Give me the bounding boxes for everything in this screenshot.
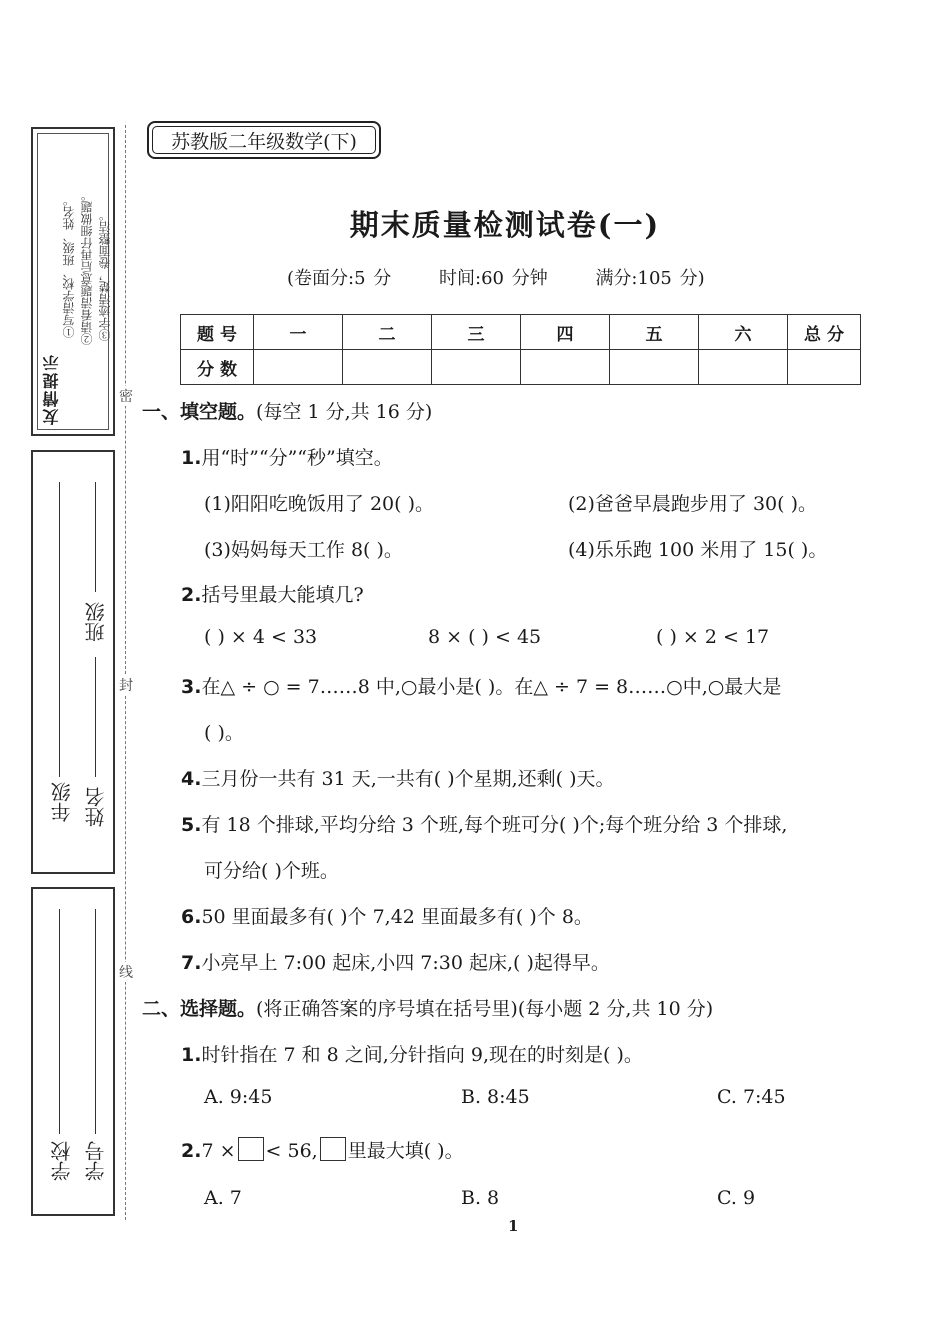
table-cell: 三: [432, 315, 521, 350]
blank-box: [320, 1137, 346, 1161]
full-score: 满分:105 分): [595, 268, 705, 289]
s1-q3: 3.在△ ÷ ○ = 7……8 中,○最小是( )。在△ ÷ 7 = 8……○中,○最大是: [181, 676, 782, 698]
score-cell-2[interactable]: [343, 350, 432, 385]
grade-label: 年级: [50, 782, 74, 822]
score-cell-total[interactable]: [788, 350, 861, 385]
s1-q1-d: (4)乐乐跑 100 米用了 15( )。: [568, 539, 828, 561]
table-cell: 题 号: [181, 315, 254, 350]
tip-line-3: ③字迹清楚，卷面整洁。: [98, 209, 112, 341]
tip-line-1: ①写清学校、班级、姓名。: [62, 194, 76, 338]
grade-line: [59, 482, 60, 777]
seal-mi: 密: [119, 386, 133, 406]
school-info-box: [31, 887, 115, 1216]
page-title: 期末质量检测试卷(一): [349, 208, 661, 242]
table-cell: 二: [343, 315, 432, 350]
s1-q6: 6.50 里面最多有( )个 7,42 里面最多有( )个 8。: [181, 906, 593, 928]
score-cell-4[interactable]: [521, 350, 610, 385]
tip-line-2: ②请看清题意后再仔细做题。: [80, 189, 94, 345]
score-table: [180, 314, 861, 385]
table-cell: 分 数: [181, 350, 254, 385]
edition-badge: 苏教版二年级数学(下): [147, 121, 381, 159]
table-cell: 五: [610, 315, 699, 350]
tips-title: 友情提示: [42, 353, 61, 425]
exam-time: 时间:60 分钟: [439, 268, 548, 289]
name-label: 姓名: [84, 787, 108, 827]
class-label: 班级: [81, 602, 110, 642]
s1-q1-a: (1)阳阳吃晚饭用了 20( )。: [204, 493, 434, 515]
s1-q2-c: ( ) × 2 < 17: [656, 626, 770, 648]
s1-q7: 7.小亮早上 7:00 起床,小四 7:30 起床,( )起得早。: [181, 952, 610, 974]
s1-q2-a: ( ) × 4 < 33: [204, 626, 318, 648]
s1-q1-c: (3)妈妈每天工作 8( )。: [204, 539, 403, 561]
score-cell-6[interactable]: [699, 350, 788, 385]
score-cell-1[interactable]: [254, 350, 343, 385]
table-cell: 一: [254, 315, 343, 350]
tips-box: [31, 127, 115, 436]
s2-q1-option-c: C. 7:45: [717, 1086, 786, 1108]
table-cell: 六: [699, 315, 788, 350]
table-cell: 四: [521, 315, 610, 350]
s2-q1-option-a: A. 9:45: [204, 1086, 273, 1108]
s2-q1-option-b: B. 8:45: [461, 1086, 530, 1108]
score-table-header-row: [181, 315, 861, 350]
s1-q1: 1.用“时”“分”“秒”填空。: [181, 447, 393, 469]
neatness-score: (卷面分:5 分: [287, 268, 392, 289]
s2-q2-option-a: A. 7: [204, 1187, 242, 1209]
exam-subtitle: [287, 264, 745, 290]
blank-box: [238, 1137, 264, 1161]
section1-heading: 一、填空题。(每空 1 分,共 16 分): [142, 401, 433, 423]
class-info-box: [31, 450, 115, 874]
s2-q2: 2.7 × < 56, 里最大填( )。: [181, 1136, 464, 1163]
s1-q2: 2.括号里最大能填几?: [181, 584, 364, 606]
s1-q3-cont: ( )。: [204, 722, 244, 744]
score-table-score-row: [181, 350, 861, 385]
seal-dashed-line: [125, 125, 126, 1220]
s2-q1: 1.时针指在 7 和 8 之间,分针指向 9,现在的时刻是( )。: [181, 1044, 643, 1066]
student-no-line: [95, 909, 96, 1134]
table-cell: 总 分: [788, 315, 861, 350]
school-line: [59, 909, 60, 1134]
s2-q2-option-b: B. 8: [461, 1187, 500, 1209]
section2-heading: 二、选择题。(将正确答案的序号填在括号里)(每小题 2 分,共 10 分): [142, 998, 714, 1020]
seal-feng: 封: [119, 675, 133, 695]
s1-q4: 4.三月份一共有 31 天,一共有( )个星期,还剩( )天。: [181, 768, 615, 790]
s1-q1-b: (2)爸爸早晨跑步用了 30( )。: [568, 493, 817, 515]
page-number: 1: [508, 1217, 519, 1235]
class-line-upper: [95, 482, 96, 592]
s1-q5: 5.有 18 个排球,平均分给 3 个班,每个班可分( )个;每个班分给 3 个排球,: [181, 814, 788, 836]
school-label: 学校: [50, 1141, 74, 1181]
student-no-label: 学号: [84, 1141, 108, 1181]
s1-q5-cont: 可分给( )个班。: [204, 860, 339, 882]
class-line-lower: [95, 657, 96, 777]
s1-q2-b: 8 × ( ) < 45: [428, 626, 542, 648]
s2-q2-option-c: C. 9: [717, 1187, 756, 1209]
score-cell-5[interactable]: [610, 350, 699, 385]
seal-xian: 线: [119, 962, 133, 982]
score-cell-3[interactable]: [432, 350, 521, 385]
